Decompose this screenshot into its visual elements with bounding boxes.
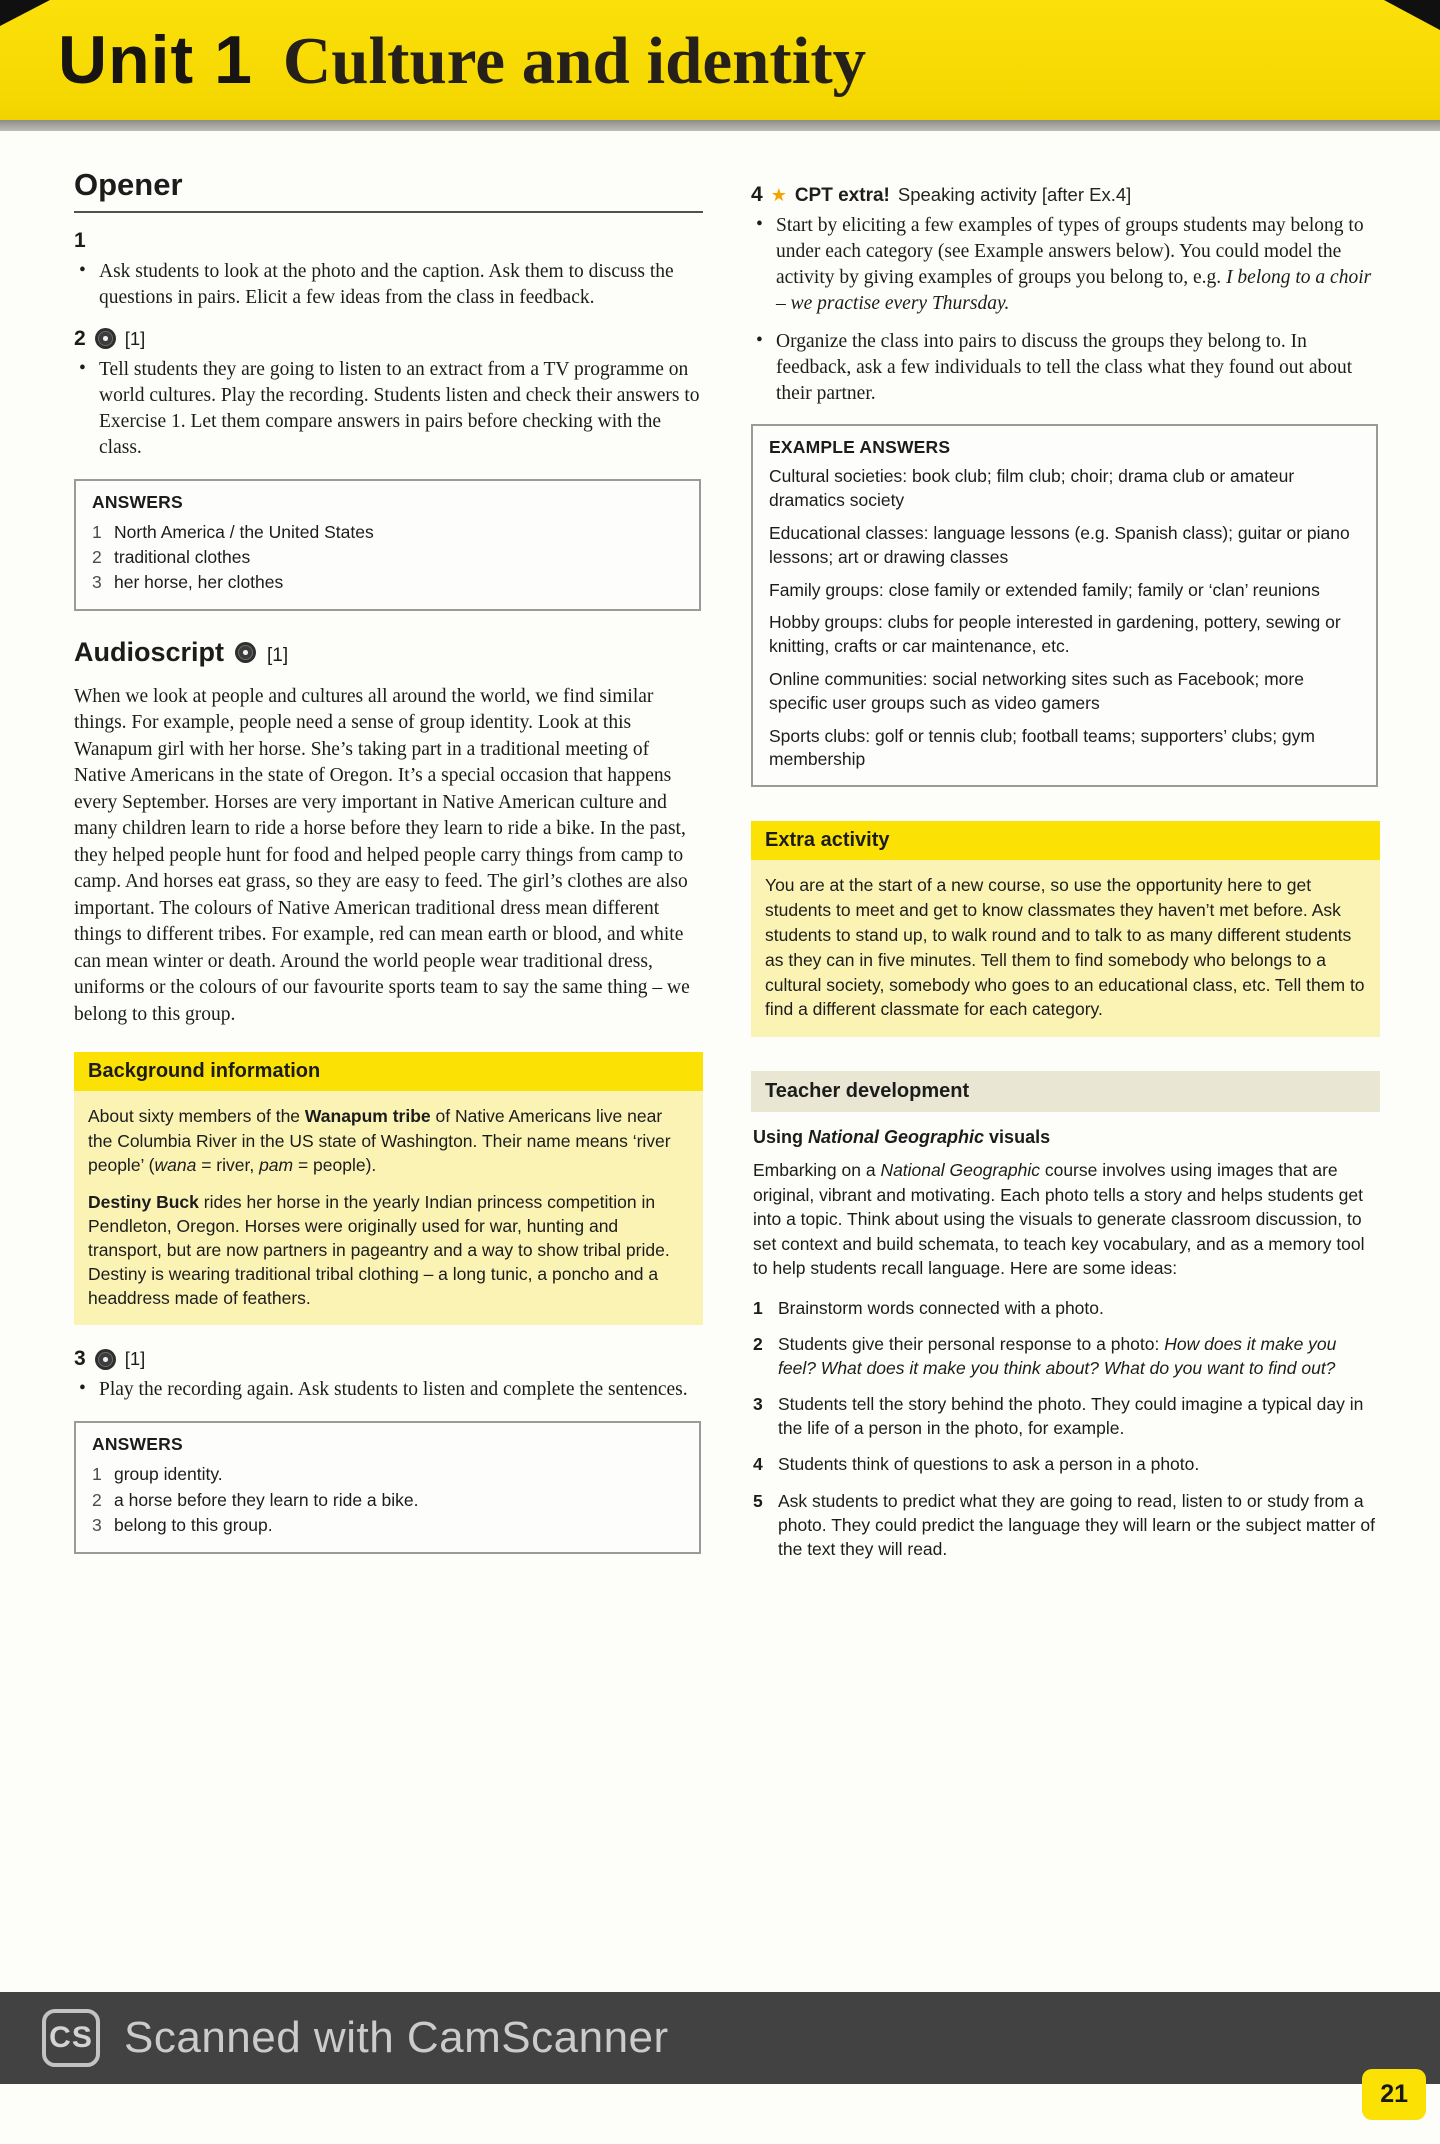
exercise-3-header — [74, 1347, 703, 1371]
example-answer-line: Educational classes: language lessons (e.g. Spanish class); guitar or piano lessons; art or drawing classes — [769, 523, 1350, 567]
answer-number: 2 — [92, 1489, 102, 1510]
page-content — [0, 131, 1440, 1580]
unit-number: Unit 1 — [58, 21, 253, 98]
exercise-2 — [74, 327, 703, 461]
extra-activity-text: You are at the start of a new course, so use the opportunity here to get students to meet and get to know classmates they haven’t met before. Ask students to stand up, to walk round and to talk to as many different students as they can in five minutes. Tell them to find somebody who belongs to a cultural society, somebody who goes to an educational class, etc. Tell them to find a different classmate for each category. — [765, 875, 1365, 1020]
teacher-development-box — [751, 1071, 1380, 1561]
scan-corner-artifact — [1384, 0, 1440, 30]
answers-box — [74, 1421, 701, 1553]
teaching-step: • Organize the class into pairs to discuss the groups they belong to. In feedback, ask a few individuals to tell the class what they found out about their partner. — [751, 329, 1380, 407]
extra-activity-box — [751, 821, 1380, 1037]
answers-box — [74, 479, 701, 611]
item-text: Students think of questions to ask a person in a photo. — [778, 1454, 1200, 1475]
answer-text: her horse, her clothes — [114, 572, 284, 593]
audio-track-ref: [1] — [124, 1348, 146, 1370]
item-number: 5 — [753, 1490, 763, 1511]
exercise-4-steps — [751, 213, 1380, 406]
teacher-development-item — [753, 1489, 1378, 1561]
teacher-development-item — [753, 1332, 1378, 1380]
answers-title: ANSWERS — [92, 1434, 183, 1455]
teacher-development-item — [753, 1452, 1378, 1476]
teacher-development-heading: Teacher development — [751, 1071, 1380, 1112]
example-answer-line: Cultural societies: book club; film club; choir; drama club or amateur dramatics society — [769, 466, 1295, 511]
item-number: 3 — [753, 1394, 763, 1415]
item-text: Ask students to predict what they are going to read, listen to or study from a photo. They could predict the language they will learn or the subject matter of the text they will read. — [778, 1490, 1375, 1559]
teaching-step: • Play the recording again. Ask students to listen and complete the sentences. — [74, 1377, 703, 1403]
exercise-3-steps — [74, 1377, 703, 1403]
answer-item — [92, 1488, 683, 1513]
exercise-1 — [74, 229, 703, 311]
answer-number: 3 — [92, 1515, 102, 1536]
audio-cd-icon — [235, 642, 256, 663]
right-column — [751, 167, 1380, 1580]
audioscript-text: When we look at people and cultures all around the world, we find similar things. For example, people need a sense of group identity. Look at this Wanapum girl with her horse. She’s taking part in a traditional meeting of Native Americans in the state of Oregon. It’s a special occasion that happens every September. Horses are very important in Native American culture and many children learn to ride a horse before they learn to ride a bike. In the past, they helped people hunt for food and helped people carry things from camp to camp. And horses eat grass, so they are easy to feed. The girl’s clothes are also important. The colours of Native American traditional dress mean different things to different tribes. For example, red can mean earth or blood, and white can mean winter or death. Around the world people wear traditional dress, uniforms or the colours of our favourite sports team to say the same thing – we belong to this group. — [74, 685, 690, 1025]
answer-text: belong to this group. — [114, 1515, 273, 1536]
background-paragraph: About sixty members of the Wanapum tribe of Native Americans live near the Columbia River in the US state of Washington. Their name means ‘river people’ (wana = river, pam = people). — [88, 1106, 671, 1175]
exercise-number: 1 — [74, 229, 86, 252]
exercise-2-header — [74, 327, 703, 351]
item-text: Students tell the story behind the photo. They could imagine a typical day in the life of a person in the photo, for example. — [778, 1394, 1364, 1439]
item-number: 2 — [753, 1333, 763, 1354]
answer-text: a horse before they learn to ride a bike. — [114, 1489, 419, 1510]
exercise-1-header — [74, 229, 703, 253]
opener-heading: Opener — [74, 167, 703, 213]
audioscript-heading — [74, 637, 703, 668]
exercise-2-steps — [74, 357, 703, 461]
answers-title: ANSWERS — [92, 491, 183, 512]
left-column — [74, 167, 703, 1580]
star-icon: ★ — [770, 184, 787, 205]
background-information-heading: Background information — [74, 1052, 703, 1091]
exercise-number: 2 — [74, 326, 86, 350]
teaching-step: • Start by eliciting a few examples of types of groups students may belong to under each category (see Example answers below). You could model the activity by giving examples of groups you belong to, e.g. I belong to a choir – we practise every Thursday. — [751, 213, 1380, 317]
background-information-body — [74, 1091, 703, 1325]
answer-item — [92, 1513, 683, 1538]
example-answers-title: EXAMPLE ANSWERS — [769, 437, 951, 458]
audio-track-ref: [1] — [267, 644, 289, 666]
unit-title: Culture and identity — [282, 23, 867, 98]
answer-number: 1 — [92, 1464, 102, 1485]
camscanner-text: Scanned with CamScanner — [124, 2013, 669, 2062]
activity-type-label: Speaking activity [after Ex.4] — [897, 184, 1132, 205]
item-text: Students give their personal response to a photo: How does it make you feel? What does it make you think about? What do you want to find out? — [778, 1333, 1337, 1379]
teacher-development-intro: Embarking on a National Geographic course involves using images that are original, vibrant and motivating. Each photo tells a story and helps students get into a topic. Think about using the visuals to generate classroom discussion, to set context and build schemata, to teach key vocabulary, and as a memory tool to help students recall language. Here are some ideas: — [753, 1160, 1365, 1279]
unit-banner — [0, 0, 1440, 120]
answer-text: North America / the United States — [114, 521, 374, 542]
answer-text: group identity. — [114, 1464, 223, 1485]
answer-item — [92, 570, 683, 595]
exercise-number: 4 — [751, 183, 763, 206]
example-answer-line: Online communities: social networking sites such as Facebook; more specific user groups such as video gamers — [769, 669, 1304, 713]
background-information-box — [74, 1052, 703, 1325]
audio-cd-icon — [95, 1349, 116, 1370]
exercise-1-steps — [74, 259, 703, 311]
item-number: 1 — [753, 1297, 763, 1318]
unit-heading — [58, 21, 866, 100]
cpt-extra-label: CPT extra! — [794, 185, 890, 206]
background-paragraph: Destiny Buck rides her horse in the yearly Indian princess competition in Pendleton, Oregon. Horses were originally used for war, hunting and transport, but are now partners in pageantry and a way to show tribal pride. Destiny is wearing traditional tribal clothing – a long tunic, a poncho and a headdress made of feathers. — [88, 1191, 670, 1309]
banner-shadow — [0, 120, 1440, 131]
example-answer-line: Hobby groups: clubs for people interested in gardening, pottery, sewing or knitting, crafts or car maintenance, etc. — [769, 612, 1341, 657]
answer-text: traditional clothes — [114, 546, 251, 567]
audioscript-label: Audioscript — [74, 636, 225, 667]
audio-cd-icon — [95, 328, 116, 349]
teaching-step: • Tell students they are going to listen to an extract from a TV programme on world cultures. Play the recording. Students listen and check their answers to Exercise 1. Let them compare answers in pairs before checking with the class. — [74, 357, 703, 461]
camscanner-watermark-bar — [0, 1992, 1440, 2084]
audio-track-ref: [1] — [124, 327, 146, 349]
extra-activity-heading: Extra activity — [751, 821, 1380, 860]
page-number: 21 — [1362, 2069, 1426, 2120]
item-text: Brainstorm words connected with a photo. — [778, 1297, 1104, 1318]
exercise-3 — [74, 1347, 703, 1403]
answer-item — [92, 520, 683, 545]
teaching-step: • Ask students to look at the photo and the caption. Ask them to discuss the questions in pairs. Elicit a few ideas from the class in feedback. — [74, 259, 703, 311]
answer-number: 3 — [92, 572, 102, 593]
answer-item — [92, 1462, 683, 1487]
answer-number: 1 — [92, 521, 102, 542]
exercise-4-header — [751, 183, 1380, 207]
exercise-number: 3 — [74, 1347, 86, 1371]
camscanner-logo: CS — [42, 2009, 100, 2067]
answer-item — [92, 545, 683, 570]
example-answer-line: Family groups: close family or extended family; family or ‘clan’ reunions — [769, 579, 1320, 600]
teacher-development-item — [753, 1296, 1378, 1320]
example-answer-line: Sports clubs: golf or tennis club; football teams; supporters’ clubs; gym membership — [769, 725, 1315, 770]
item-number: 4 — [753, 1454, 763, 1475]
scan-corner-artifact — [0, 0, 50, 26]
teacher-development-body — [751, 1112, 1380, 1561]
teacher-development-subheading: Using National Geographic visuals — [753, 1127, 1051, 1148]
example-answers-box — [751, 424, 1378, 787]
answer-number: 2 — [92, 546, 102, 567]
exercise-4 — [751, 183, 1380, 406]
teacher-development-item — [753, 1392, 1378, 1440]
extra-activity-body — [751, 860, 1380, 1037]
